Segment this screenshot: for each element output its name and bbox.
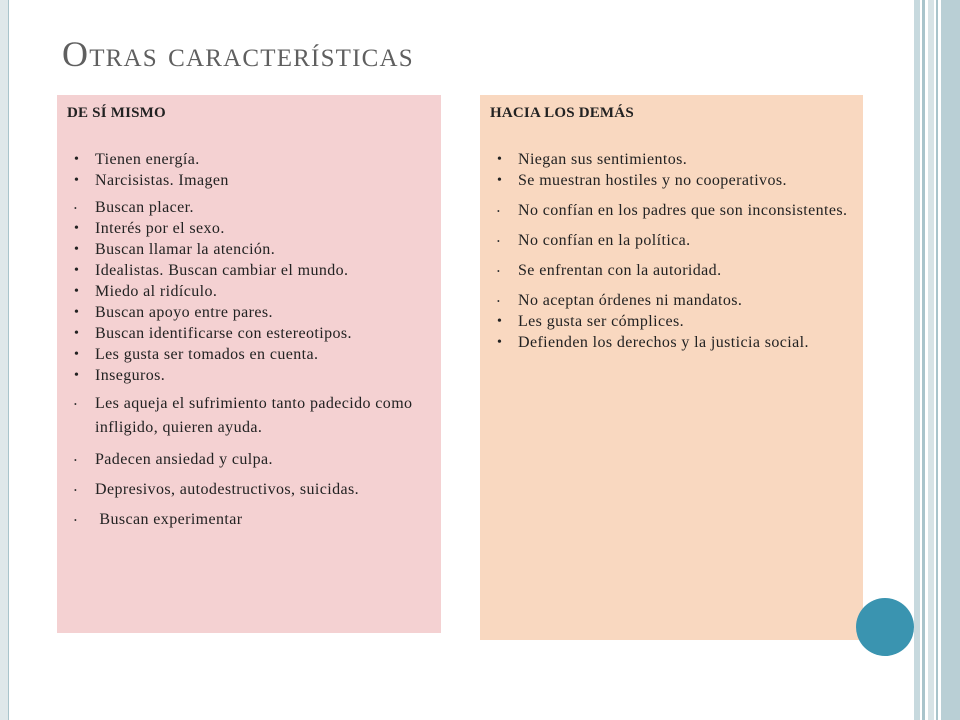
list-item: • No confían en la política.: [490, 230, 853, 251]
list-item: • Miedo al ridículo.: [74, 283, 218, 300]
bullet-icon: •: [74, 284, 80, 299]
decorative-circle: [856, 598, 914, 656]
bullet-icon: •: [74, 204, 78, 213]
bullet-icon: •: [74, 221, 80, 236]
list-item: • Interés por el sexo.: [74, 220, 225, 237]
left-border-decoration: [0, 0, 9, 720]
bullet-icon: •: [74, 400, 78, 409]
bullet-icon: •: [74, 263, 80, 278]
panel-heading-left: DE SÍ MISMO: [67, 105, 166, 121]
bullet-icon: •: [74, 456, 78, 465]
list-item: • Idealistas. Buscan cambiar el mundo.: [74, 262, 349, 279]
list-item: • Se muestran hostiles y no cooperativos.: [497, 172, 787, 189]
list-item: • Buscan placer.: [67, 197, 431, 218]
list-item: • Niegan sus sentimientos.: [497, 151, 688, 168]
bullet-icon: •: [74, 347, 80, 362]
bullet-icon: •: [74, 152, 80, 167]
slide-title: Otras características: [62, 34, 414, 74]
bullet-icon: •: [497, 267, 501, 276]
list-item: • Tienen energía.: [74, 151, 200, 168]
bullet-icon: •: [74, 516, 78, 525]
bullet-icon: •: [497, 237, 501, 246]
list-item: • Se enfrentan con la autoridad.: [490, 260, 853, 281]
list-item: • Les gusta ser tomados en cuenta.: [74, 346, 319, 363]
panel-hacia-los-demas: [480, 95, 863, 640]
bullet-icon: •: [74, 326, 80, 341]
list-item: • No aceptan órdenes ni mandatos.: [490, 290, 853, 311]
list-item: • Buscan experimentar: [67, 509, 431, 530]
list-item: • Padecen ansiedad y culpa.: [67, 449, 431, 470]
list-item: • Buscan identificarse con estereotipos.: [74, 325, 352, 342]
bullet-icon: •: [497, 207, 501, 216]
bullet-icon: •: [497, 314, 503, 329]
bullet-icon: •: [497, 335, 503, 350]
bullet-icon: •: [497, 173, 503, 188]
panel-de-si-mismo: [57, 95, 441, 633]
bullet-icon: •: [74, 305, 80, 320]
list-item: • Narcisistas. Imagen: [74, 172, 229, 189]
list-item: • Les aqueja el sufrimiento tanto padecido como infligido, quieren ayuda.: [74, 395, 413, 436]
panel-heading-right: HACIA LOS DEMÁS: [490, 105, 634, 121]
list-hacia-los-demas: [490, 149, 853, 353]
bullet-icon: •: [74, 486, 78, 495]
list-item: • Buscan apoyo entre pares.: [74, 304, 273, 321]
list-item: • No confían en los padres que son inconsistentes.: [490, 200, 853, 221]
list-item: • Defienden los derechos y la justicia social.: [497, 334, 809, 351]
right-stripe-decoration: [914, 0, 960, 720]
list-item: • Inseguros.: [74, 367, 166, 384]
list-de-si-mismo: [67, 149, 431, 530]
list-item: • Depresivos, autodestructivos, suicidas.: [67, 479, 431, 500]
list-item: • Les gusta ser cómplices.: [497, 313, 684, 330]
bullet-icon: •: [497, 152, 503, 167]
bullet-icon: •: [74, 368, 80, 383]
list-item: • Buscan llamar la atención.: [74, 241, 276, 258]
bullet-icon: •: [497, 297, 501, 306]
bullet-icon: •: [74, 242, 80, 257]
bullet-icon: •: [74, 173, 80, 188]
